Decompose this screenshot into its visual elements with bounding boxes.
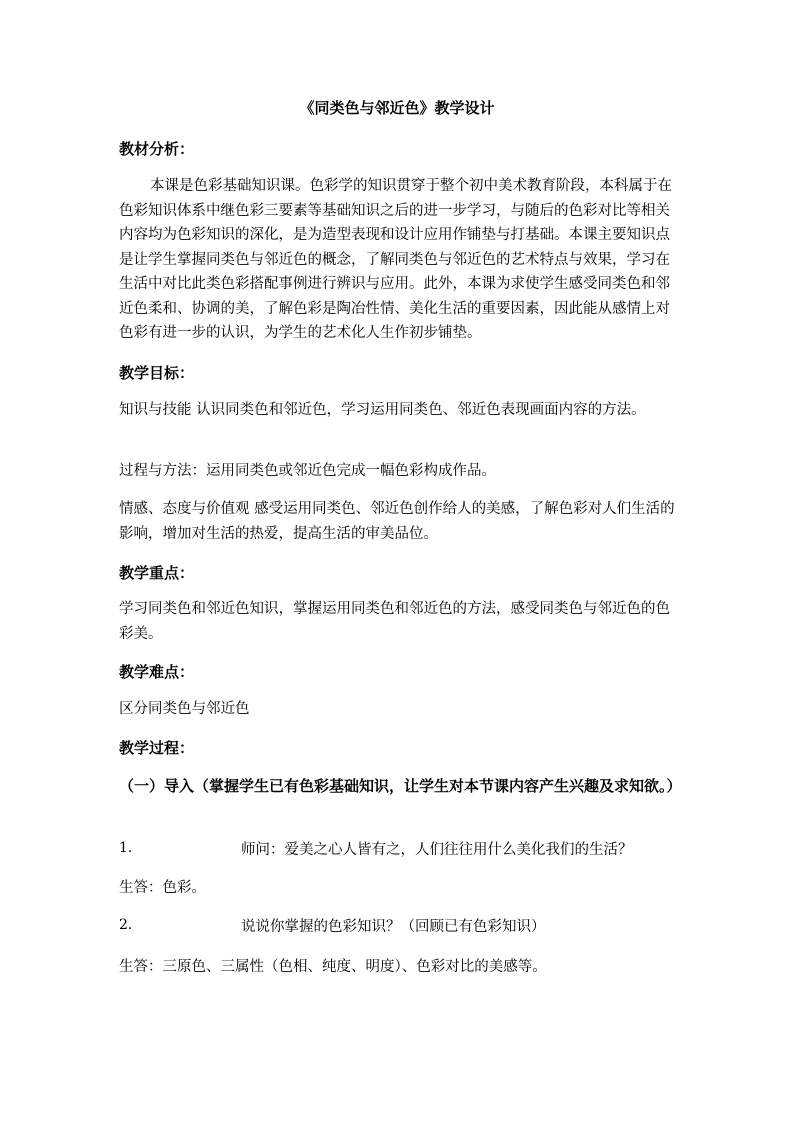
difficulty-heading: 教学难点： xyxy=(119,663,195,681)
step-1-number: 1. xyxy=(119,840,133,856)
difficulty-text: 区分同类色与邻近色 xyxy=(119,701,250,717)
goal-emotion-values: 情感、态度与价值观 感受运用同类色、邻近色创作给人的美感，了解色彩对人们生活的影响，增加对生活的热爱，提高生活的审美品位。 xyxy=(119,501,675,542)
goal-knowledge-skills: 知识与技能 认识同类色和邻近色，学习运用同类色、邻近色表现画面内容的方法。 xyxy=(119,402,646,418)
document-title: 《同类色与邻近色》教学设计 xyxy=(299,99,495,117)
key-points-heading: 教学重点： xyxy=(119,564,195,582)
material-analysis-heading: 教材分析： xyxy=(119,140,195,158)
step-2-text: 说说你掌握的色彩知识？（回顾已有色彩知识） xyxy=(241,919,546,935)
step-2-number: 2. xyxy=(119,917,133,933)
intro-heading: （一）导入（掌握学生已有色彩基础知识，让学生对本节课内容产生兴趣及求知欲。） xyxy=(119,777,682,795)
answer-1: 生答：色彩。 xyxy=(119,880,206,896)
goal-process-method: 过程与方法：运用同类色或邻近色完成一幅色彩构成作品。 xyxy=(119,463,496,479)
answer-2: 生答：三原色、三属性（色相、纯度、明度）、色彩对比的美感等。 xyxy=(119,959,547,975)
teaching-goals-heading: 教学目标： xyxy=(119,364,195,382)
process-heading: 教学过程： xyxy=(119,739,195,757)
step-1-text: 师问：爱美之心人皆有之，人们往往用什么美化我们的生活？ xyxy=(241,842,633,858)
key-points-text: 学习同类色和邻近色知识，掌握运用同类色和邻近色的方法，感受同类色与邻近色的色彩美。 xyxy=(119,601,670,642)
material-analysis-text: 本课是色彩基础知识课。色彩学的知识贯穿于整个初中美术教育阶段，本科属于在色彩知识体系中继色彩三要素等基础知识之后的进一步学习，与随后的色彩对比等相关内容均为色彩知识的深化，是为造型表现和设计应用作铺垫与打基础。本课主要知识点是让学生掌握同类色与邻近色的概念，了解同类色与邻近色的艺术特点与效果，学习在生活中对比此类色彩搭配事例进行辨识与应用。此外，本课为求使学生感受同类色和邻近色柔和、协调的美，了解色彩是陶冶性情、美化生活的重要因素，因此能从感情上对色彩有进一步的认识，为学生的艺术化人生作初步铺垫。 xyxy=(119,178,672,341)
